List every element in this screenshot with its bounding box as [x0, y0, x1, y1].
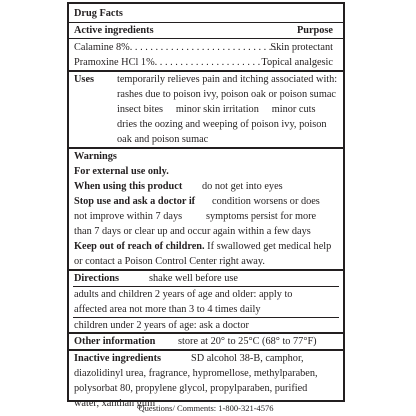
directions-line-children: children under 2 years of age: ask a doctor	[74, 320, 249, 331]
other-info-heading: Other information	[74, 336, 156, 347]
purpose-skin-protectant: Skin protectant	[270, 42, 333, 53]
questions-footer: Questions/ Comments: 1-800-321-4576	[138, 403, 274, 413]
active-row-calamine	[74, 40, 338, 55]
uses-line-5: oak and poison sumac	[117, 134, 209, 145]
keep-out-line-1	[74, 239, 338, 254]
uses-heading: Uses	[74, 74, 95, 85]
stop-use-text-1: condition worsens or does	[212, 196, 320, 207]
when-using-text: do not get into eyes	[202, 181, 283, 192]
purpose-topical-analgesic: Topical analgesic	[261, 57, 333, 68]
drug-facts-title: Drug Facts	[74, 8, 123, 19]
inactive-line-2: diazolidinyl urea, fragrance, hypromellose, methylparaben,	[74, 368, 318, 379]
when-using-line	[74, 179, 338, 194]
ingredient-pramoxine: Pramoxine HCl 1%.	[74, 57, 158, 68]
dot-leader: . . . . . . . . . . . . . . . . . . . . . . . . . . . . . .	[132, 42, 287, 53]
inactive-line-4: water, xanthan gum	[74, 398, 156, 409]
stop-use-line-1	[74, 194, 338, 209]
keep-out-text-1: If swallowed get medical help	[204, 241, 332, 252]
ingredient-calamine: Calamine 8%.	[74, 42, 133, 53]
uses-line-4: dries the oozing and weeping of poison ivy, poison	[117, 119, 327, 130]
other-info-row	[74, 334, 338, 349]
keep-out-label: Keep out of reach of children.	[74, 241, 205, 252]
uses-row-1	[74, 72, 338, 87]
inactive-first: SD alcohol 38-B, camphor,	[191, 353, 304, 364]
other-info-text: store at 20° to 25°C (68° to 77°F)	[178, 336, 317, 347]
directions-heading: Directions	[74, 273, 119, 284]
directions-line-adults: adults and children 2 years of age and older: apply to	[74, 289, 293, 300]
active-ingredients-header	[74, 23, 338, 38]
warnings-heading: Warnings	[74, 151, 117, 162]
purpose-heading: Purpose	[296, 25, 333, 36]
active-ingredients-heading: Active ingredients	[74, 25, 154, 36]
stop-use-line-3: than 7 days or clear up and occur again within a few days	[74, 226, 311, 237]
inactive-row-1	[74, 351, 338, 366]
stop-use-text-2a: not improve within 7 days	[74, 211, 183, 222]
external-use-line: For external use only.	[74, 166, 169, 177]
uses-line-1: temporarily relieves pain and itching associated with:	[117, 74, 338, 85]
keep-out-line-2: or contact a Poison Control Center right away.	[74, 256, 265, 267]
active-divider	[69, 38, 343, 39]
directions-first: shake well before use	[149, 273, 238, 284]
directions-row-1	[74, 271, 338, 286]
dot-leader: . . . . . . . . . . . . . . . . . . . . . .	[157, 57, 271, 68]
stop-use-label: Stop use and ask a doctor if	[74, 196, 196, 207]
when-using-label: When using this product	[74, 181, 183, 192]
inactive-heading: Inactive ingredients	[74, 353, 162, 364]
stop-use-line-2	[74, 209, 338, 224]
uses-line-2: rashes due to poison ivy, poison oak or poison sumac	[117, 89, 336, 100]
inactive-line-3: polysorbat 80, propylene glycol, propylparaben, purified	[74, 383, 308, 394]
directions-line-affected: affected area not more than 3 to 4 times daily	[74, 304, 261, 315]
uses-line-3: insect bites minor skin irritation minor cuts	[117, 104, 316, 115]
active-row-pramoxine	[74, 55, 338, 70]
stop-use-text-2b: symptoms persist for more	[206, 211, 317, 222]
